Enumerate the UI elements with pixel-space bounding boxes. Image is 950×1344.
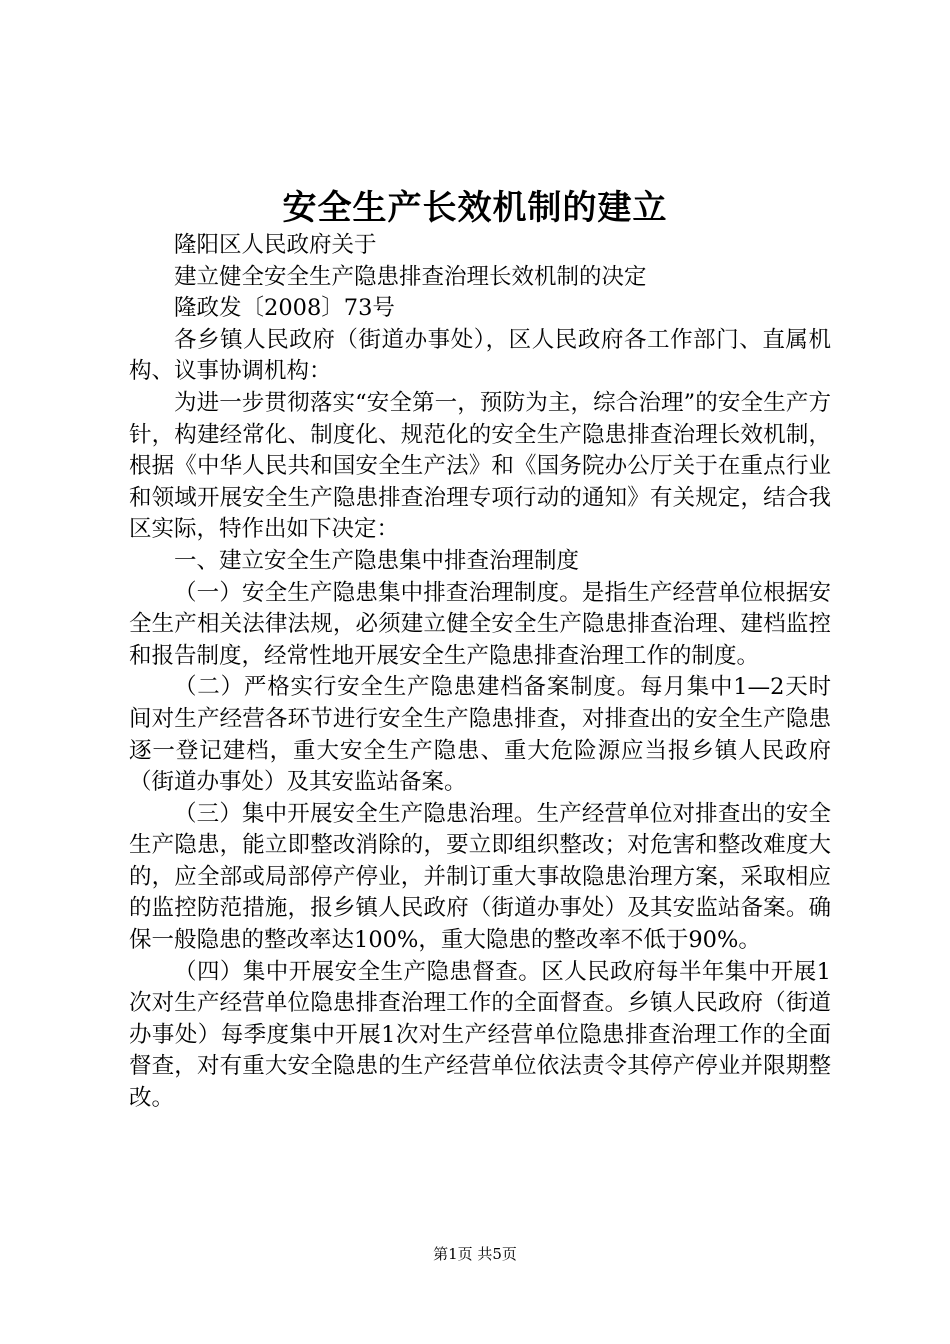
paragraph-3: 隆政发〔2008〕73号 <box>174 295 395 322</box>
document-title: 安全生产长效机制的建立 <box>282 188 668 228</box>
paragraph-1: 隆阳区人民政府关于 <box>174 232 377 258</box>
paragraph-5: 为进一步贯彻落实“安全第一，预防为主，综合治理”的安全生产方针，构建经常化、制度化、规范化的安全生产隐患排查治理长效机制，根据《中华人民共和国安全生产法》和《国务院办公厅关于在重点行业和领域开展安全生产隐患排查治理专项行动的通知》有关规定，结合我区实际，特作出如下决定： <box>129 389 831 543</box>
paragraph-8: （二）严格实行安全生产隐患建档备案制度。每月集中1—2天时间对生产经营各环节进行安全生产隐患排查，对排查出的安全生产隐患逐一登记建档，重大安全生产隐患、重大危险源应当报乡镇人民政府（街道办事处）及其安监站备案。 <box>129 674 831 796</box>
paragraph-4: 各乡镇人民政府（街道办事处），区人民政府各工作部门、直属机构、议事协调机构： <box>129 326 831 385</box>
document-body <box>129 230 831 1115</box>
page-footer: 第1页 共5页 <box>433 1245 517 1263</box>
paragraph-9: （三）集中开展安全生产隐患治理。生产经营单位对排查出的安全生产隐患，能立即整改消除的，要立即组织整改；对危害和整改难度大的，应全部或局部停产停业，并制订重大事故隐患治理方案，采取相应的监控防范措施，报乡镇人民政府（街道办事处）及其安监站备案。确保一般隐患的整改率达100%，重大隐患的整改率不低于90%。 <box>129 800 831 954</box>
paragraph-6: 一、建立安全生产隐患集中排查治理制度 <box>174 547 580 574</box>
paragraph-10: （四）集中开展安全生产隐患督查。区人民政府每半年集中开展1次对生产经营单位隐患排查治理工作的全面督查。乡镇人民政府（街道办事处）每季度集中开展1次对生产经营单位隐患排查治理工作的全面督查，对有重大安全隐患的生产经营单位依法责令其停产停业并限期整改。 <box>129 958 831 1112</box>
paragraph-7: （一）安全生产隐患集中排查治理制度。是指生产经营单位根据安全生产相关法律法规，必须建立健全安全生产隐患排查治理、建档监控和报告制度，经常性地开展安全生产隐患排查治理工作的制度。 <box>129 579 831 669</box>
paragraph-2: 建立健全安全生产隐患排查治理长效机制的决定 <box>174 263 647 290</box>
